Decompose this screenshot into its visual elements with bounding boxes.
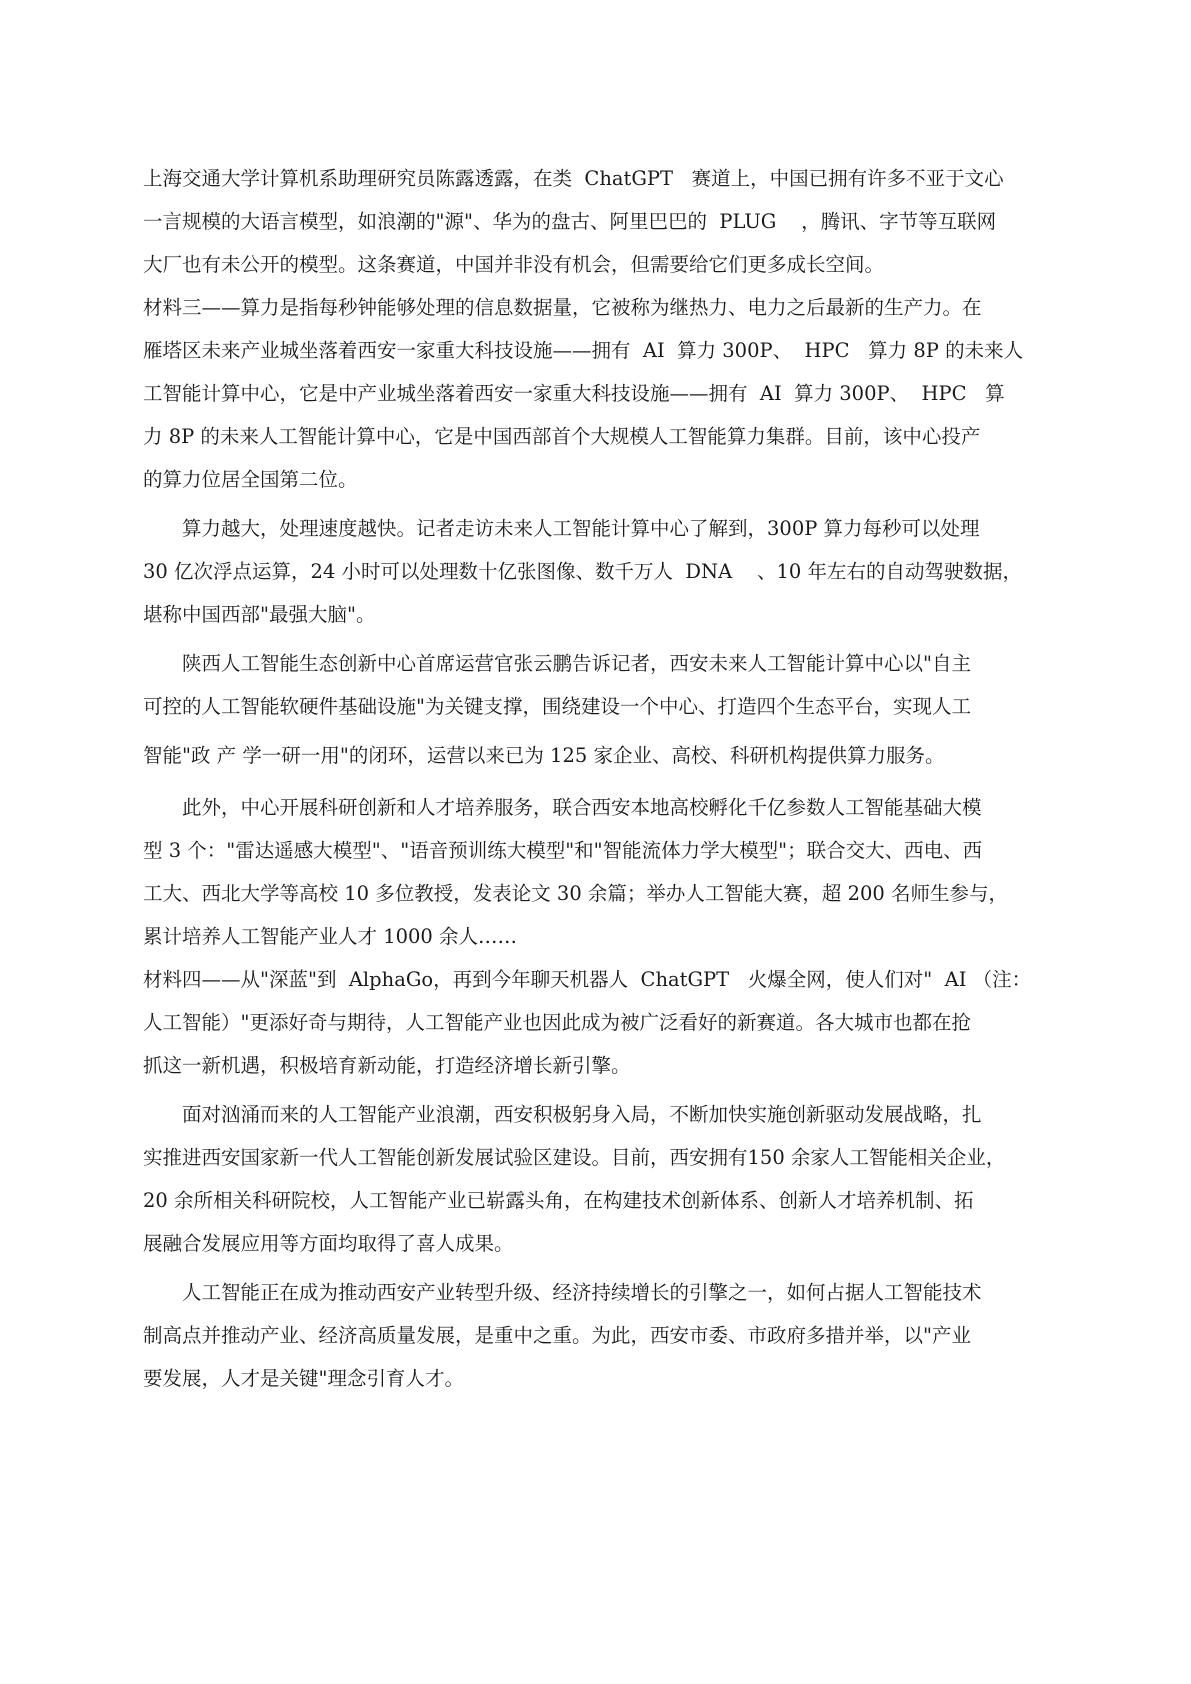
text-line: 上海交通大学计算机系助理研究员陈露透露，在类 ChatGPT 赛道上，中国已拥有许多不亚于文心 <box>143 167 1004 190</box>
text-line: 雁塔区未来产业城坐落着西安一家重大科技设施——拥有 AI 算力 300P、 HPC 算力 8P 的未来人 <box>143 339 1024 362</box>
text-line: 可控的人工智能软硬件基础设施"为关键支撑，围绕建设一个中心、打造四个生态平台，实现人工 <box>143 695 971 718</box>
text-line: 展融合发展应用等方面均取得了喜人成果。 <box>143 1232 514 1255</box>
text-line: 力 8P 的未来人工智能计算中心，它是中国西部首个大规模人工智能算力集群。目前，该中心投产 <box>143 425 981 448</box>
text-line: 的算力位居全国第二位。 <box>143 468 358 491</box>
text-line: 材料三——算力是指每秒钟能够处理的信息数据量，它被称为继热力、电力之后最新的生产力。在 <box>143 296 982 319</box>
text-line: 面对汹涌而来的人工智能产业浪潮，西安积极躬身入局，不断加快实施创新驱动发展战略，扎 <box>182 1103 982 1126</box>
text-line: 堪称中国西部"最强大脑"。 <box>143 603 376 626</box>
text-line: 制高点并推动产业、经济高质量发展，是重中之重。为此，西安市委、市政府多措并举，以"产业 <box>143 1324 971 1347</box>
text-line: 人工智能）"更添好奇与期待，人工智能产业也因此成为被广泛看好的新赛道。各大城市也都在抢 <box>143 1011 971 1034</box>
text-line: 一言规模的大语言模型，如浪潮的"源"、华为的盘古、阿里巴巴的 PLUG ，腾讯、字节等互联网 <box>143 210 997 233</box>
text-line: 人工智能正在成为推动西安产业转型升级、经济持续增长的引擎之一，如何占据人工智能技术 <box>182 1281 982 1304</box>
text-line: 型 3 个："雷达遥感大模型"、"语音预训练大模型"和"智能流体力学大模型"；联合交大、西电、西 <box>143 839 983 862</box>
text-line: 累计培养人工智能产业人才 1000 余人…… <box>143 925 518 948</box>
text-line: 20 余所相关科研院校，人工智能产业已崭露头角，在构建技术创新体系、创新人才培养机制、拓 <box>143 1189 974 1212</box>
text-line: 此外，中心开展科研创新和人才培养服务，联合西安本地高校孵化千亿参数人工智能基础大模 <box>182 796 982 819</box>
text-line: 要发展，人才是关键"理念引育人才。 <box>143 1367 464 1390</box>
text-line: 实推进西安国家新一代人工智能创新发展试验区建设。目前，西安拥有150 余家人工智能相关企业， <box>143 1146 1006 1169</box>
text-line: 材料四——从"深蓝"到 AlphaGo，再到今年聊天机器人 ChatGPT 火爆全网，使人们对" AI （注： <box>143 968 1032 991</box>
text-line: 智能"政 产 学一研一用"的闭环，运营以来已为 125 家企业、高校、科研机构提供算力服务。 <box>143 744 945 767</box>
text-line: 大厂也有未公开的模型。这条赛道，中国并非没有机会，但需要给它们更多成长空间。 <box>143 253 885 276</box>
text-line: 抓这一新机遇，积极培育新动能，打造经济增长新引擎。 <box>143 1054 631 1077</box>
text-line: 陕西人工智能生态创新中心首席运营官张云鹏告诉记者，西安未来人工智能计算中心以"自主 <box>182 652 971 675</box>
text-line: 工大、西北大学等高校 10 多位教授，发表论文 30 余篇；举办人工智能大赛，超 200 名师生参与， <box>143 882 1009 905</box>
text-line: 算力越大，处理速度越快。记者走访未来人工智能计算中心了解到，300P 算力每秒可以处理 <box>182 517 980 540</box>
document-body <box>143 157 1058 1400</box>
text-line: 工智能计算中心，它是中产业城坐落着西安一家重大科技设施——拥有 AI 算力 300P、 HPC 算 <box>143 382 1005 405</box>
text-line: 30 亿次浮点运算，24 小时可以处理数十亿张图像、数千万人 DNA 、10 年左右的自动驾驶数据， <box>143 560 1023 583</box>
